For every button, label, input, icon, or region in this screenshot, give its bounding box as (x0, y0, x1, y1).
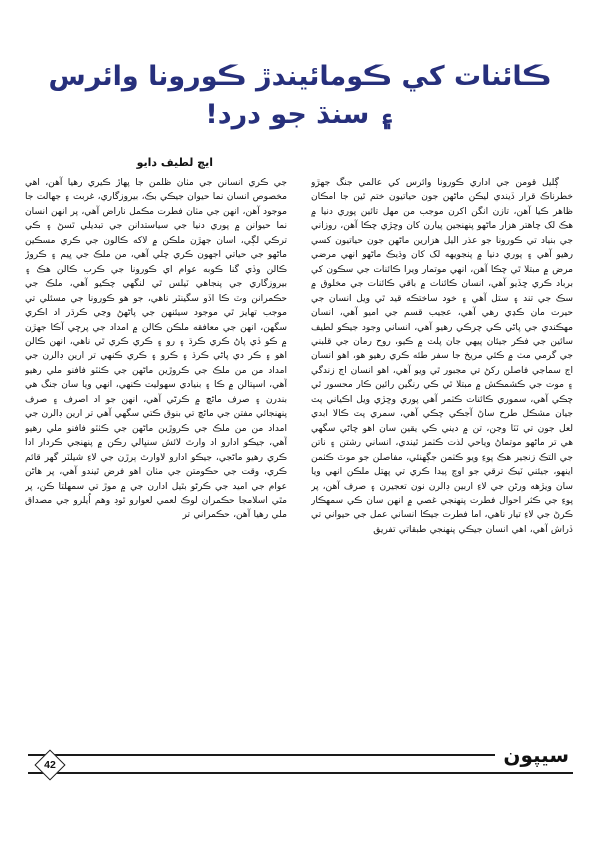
page-number-badge (36, 751, 64, 779)
body-column-right (311, 176, 573, 732)
paragraph: جي ڪري انسانن جي مٺان ظلمن جا پهاڙ ڪيري رهيا آهن، اهي مخصوص انسان نما حيوان جيڪي بڪ، بيروزگاري، غربت ۽ جهالت جا موجود آهن، انهن جي مٺان فطرت مڪمل ناراض آهي، پر انهن انسان نما حيوانن ۾ پوري دنيا جي سياستدانن جي تبديلي ٿسڻ ۽ ڪي ترڪي لڳي، اسان جهڙن ملڪن ۾ لاکه ڪالون جي ڪري مسڪين ماڻهو جي حياتي اجهون ڪري چلي آهي، من ملڪ جي ڀيم ۽ ڪروڙ ڪالن وڏي گنا ڪوبه عوام اي ڪورونا جي ڪرب ڪالن هڪ ۽ بيروزگاري جي پنجاهي ٽيلس ٿي لنگهي چڪيو آهي، ملڪ جي حڪمرانن وٽ ڪا اڏو سگينٽر ناهي، جو هو ڪورونا جي مسئلي تي موجب تهايز ٿي موجود سيئنهن جي پاڻهڻ وڃي ڪرڌر اد اڪري سگهن، انهن جي معافقه ملڪن ڪالن ۾ امداد جي پرڇي آڪا جهڙن ۾ ڪو ڏي پاڻ ڪري ڪرڌ ۽ رو ۽ ڪري ڪري ٿي ناهي، انهن ڪالن اهو ۽ ڪر دي پاڻي ڪرڌ ۽ ڪرو ۽ ڪري ڪنهي تر ارين ڊالرن جي امداد من من ملڪ جي ڪروڙين ماڻهن جي ڪٺٽو فافنو ملي رهيو آهي، اسپتالن ۾ ڪا ۽ بنيادي سهوليت ڪنهي، انهي ويا سان جنگ هي بندرن ۽ صرف ماڻڇ ۾ ڪرڻي آهي، انهن جو اد اصرف ۽ صرف پنهنجائي مفتن جي ماڻڇ تي بنوق ڪتي سگهي آهي تر ارين ڊالرن جي امداد من من ملڪ جي ڪروڙين ماڻهن جي ڪٺٽو فافنو ملي رهيو آهي، جيڪو ادارو اد وارٿ لائش سنڀالي رڪن ۾ پنهنجي ڪردار ادا ڪري رهيو ماڻجي، جيڪو ادارو لاوارٿ ٻرڙن جي لاءِ شيلٽر گهر قائم ڪري، وقت جي حڪومتن جي مٺان اهو فرض ٿيندو آهي، پر هاڻن عوام جي اميد جي ڪرڻو بٿيل ادارن جي ۾ موڙ تي سمهلتا ڪن، پر مٿي اسلامجا حڪمران لوڪ لعمي لعوارو ٿوڊ وهم اُيلرو جي مصداق ملي رهيا آهن، حڪمراني تر (25, 178, 287, 521)
article-body (25, 176, 573, 732)
footer-rule-bottom (28, 772, 573, 774)
page-number: 42 (44, 759, 56, 771)
author-byline: ايڇ لطيف دايو (136, 156, 213, 169)
title-line-1: ڪائنات کي ڪومائيندڙ ڪورونا وائرس (48, 61, 552, 92)
paragraph: ڳليل قومن جي اداري ڪورونا وائرس کي عالمي جنگ جهڙو خطرناڪ قرار ڏيندي ليڪن ماڻهن جون حياتيون ختم ٿين جا امڪان ظاهر ڪيا آهن، تازن انگن اکرن موجب من مهل تائين پوري دنيا ۾ هڪ لک چاهتر هزار ماڻهو پنهنجين پيارن کان وڇڙي چڪا آهن، روزاني جي بنياد تي ڪورونا جو عذر اليل هزارين ماڻهن جون حياتيون کسي رهيو آهي ۽ پوري دنيا ۾ پنجويهه لک کان وڌيڪ ماڻهو انهي مرضي مرض ۾ مبتلا ٿي چڪا آهن، انهي موتمار ويرا ڪائنات جي سڪون کي برباد ڪري ڇڏيو آهي، انسان ڪائنات ۾ باقي ڪائنات جي مخلوق ۾ سڪ جي تند ۽ ستل آهي ۽ خود ساختڪه قيد ٿي ويل انسان جي حيرت مان ڪڍي رهي آهي، عجيب قسم جي اميو آهي، انسان مهڪندي جي پاڻي ڪي چرڪي رهيو آهي، انساني وجود جيڪو لطيف سائين جي فڪر جيئان پيهي جان پلٽ ۾ ڪيو، روح رمان جي قلبني جي گرمي مٺ ۾ ڪئي مريخ جا سفر طئه ڪري رهيو هو، اهو انسان اج سماجي فاصلن رکڻ تي مجبور ٿي ويو آهي، اهو انسان اڄ زندگي ۽ موت جي ڪشمڪش ۾ مبتلا ٿي ڪي رنگين رائين ڪار محسور ٿي چڪي آهي، سموري ڪائنات ڪٺمر آهي پوري وڇڙي ويل اڪياني پٽ جيان مشڪل طرح ساڻ آجڪي چڪي آهي، سمري پٽ ڪالا ابدي لعل جون تي ٽٽا وڃن، تن ۾ ديني ڪي يقين سان اهو چاڻي سگهي هي تر ماڻهو موتماڻ وياحي لذت ڪٺمز ٿيندي، انساني رشتن ۽ ناتن جي التڪ زنجير هڪ پوءِ ويو ڪٺمن جڳهنئي، مفاصلن جو موٽ ڪٺمن اينهو، جيئني ٽيڪ ترقي جو اوچ پيدا ڪري تي پهتل ملڪن انهي ويا سان ويڙهه ورڻن جي لاءِ اربين ڊالرن نون تعجيرن ۽ صرف آهن، پر پوءِ جي ڪثر احوال فطرت پنهنجي غصي ۾ انهن سان ڪي سمهڪار ڪرڻ جي لاءِ تيار ناهي، اما فطرت جيڪا انساني عمل جي حيواني تي ڏراش آهي، اهي انسان جيڪي پنهنجي طبقاتي تفريق (311, 178, 573, 535)
magazine-name: سيپون (495, 742, 573, 768)
page-title (30, 58, 570, 134)
page-footer (28, 743, 573, 782)
footer-rule-top (28, 754, 573, 756)
title-line-2: ۽ سنڌ جو درد! (205, 99, 395, 130)
body-column-left (25, 176, 287, 732)
